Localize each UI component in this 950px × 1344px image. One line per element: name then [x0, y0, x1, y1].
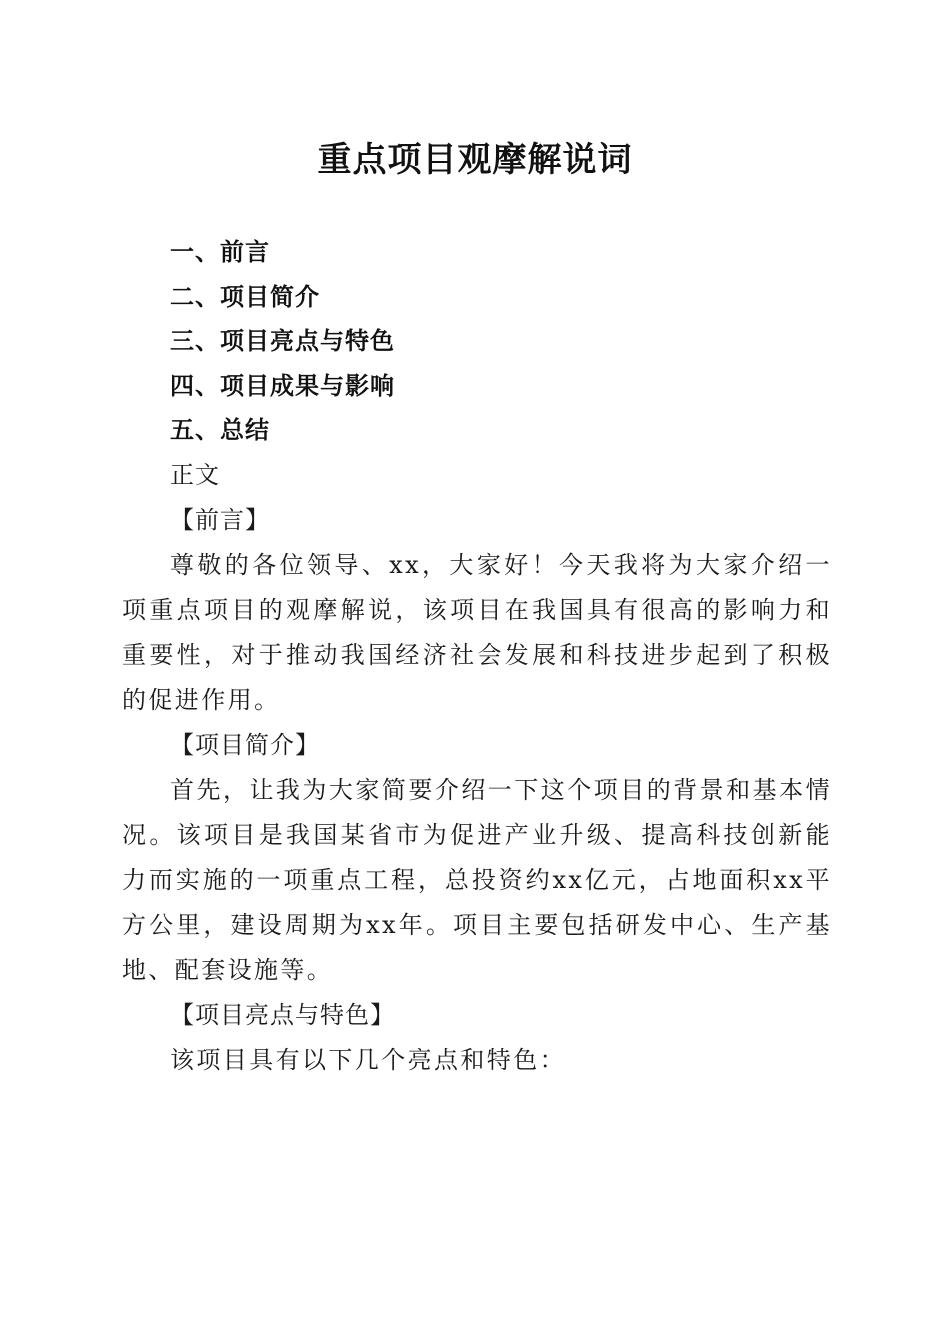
document-title: 重点项目观摩解说词 — [317, 140, 633, 180]
section-paragraph-preface: 尊敬的各位领导、xx，大家好！今天我将为大家介绍一项重点项目的观摩解说，该项目在我国具有很高的影响力和重要性，对于推动我国经济社会发展和科技进步起到了积极的促进作用。 — [122, 551, 832, 714]
toc-item-summary: 五、总结 — [170, 416, 270, 444]
body-label: 正文 — [170, 461, 220, 489]
section-paragraph-intro: 首先，让我为大家简要介绍一下这个项目的背景和基本情况。该项目是我国某省市为促进产业升级、提高科技创新能力而实施的一项重点工程，总投资约xx亿元，占地面积xx平方公里，建设周期为xx年。项目主要包括研发中心、生产基地、配套设施等。 — [122, 776, 832, 984]
toc-item-intro: 二、项目简介 — [170, 282, 320, 311]
section-heading-intro: 【项目简介】 — [170, 731, 320, 759]
section-heading-highlights: 【项目亮点与特色】 — [170, 1001, 395, 1029]
section-paragraph-highlights: 该项目具有以下几个亮点和特色： — [170, 1046, 566, 1074]
table-of-contents — [170, 230, 395, 453]
toc-item-preface: 一、前言 — [170, 238, 270, 266]
toc-item-results: 四、项目成果与影响 — [170, 371, 395, 400]
toc-item-highlights: 三、项目亮点与特色 — [170, 327, 395, 355]
document-body — [122, 453, 832, 1083]
section-heading-preface: 【前言】 — [170, 506, 270, 534]
